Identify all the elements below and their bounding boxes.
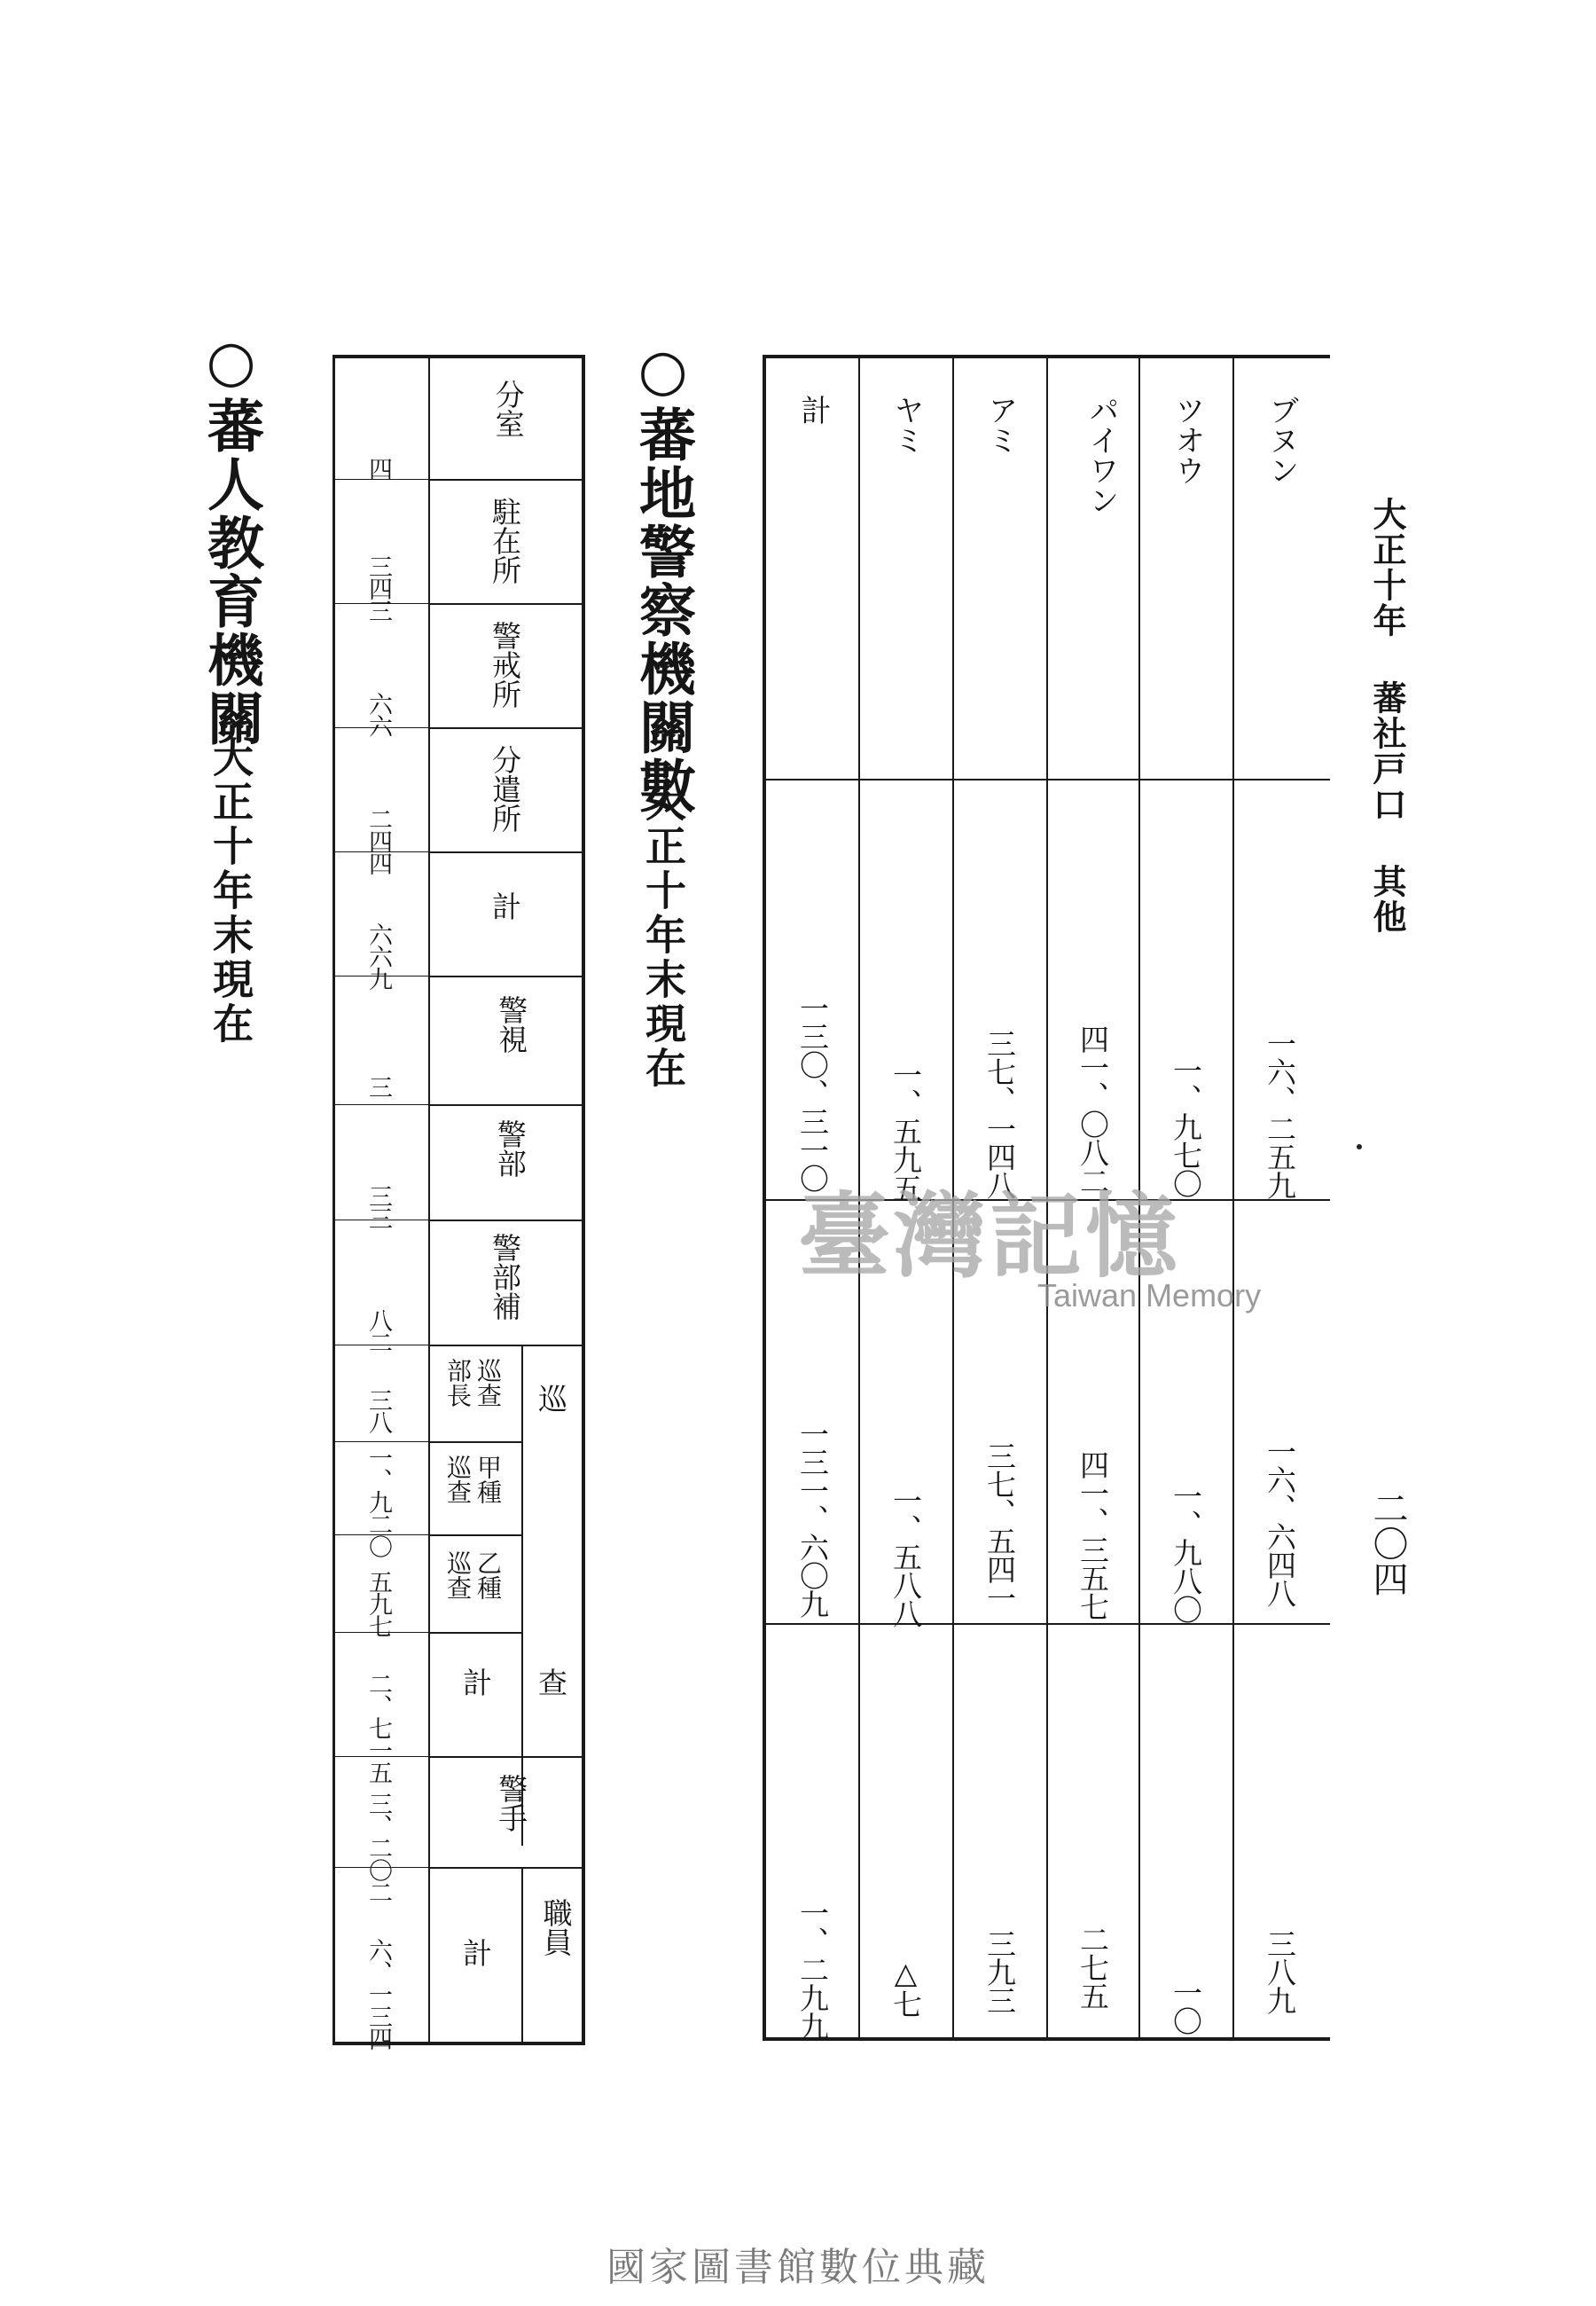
population-change: 二七五 (1076, 1925, 1110, 2010)
value-asst-superintendent: 八二 (364, 1308, 392, 1353)
police-table (332, 355, 585, 2049)
population-change: 三八九 (1263, 1929, 1297, 2014)
population-previous: 四一、三五七 (1076, 1450, 1110, 1620)
population-previous: 一六、六四八 (1263, 1437, 1297, 1607)
running-head: 大正十年 蕃社戸口 其他 (1367, 497, 1407, 935)
population-current: 一、九七〇 (1169, 1055, 1203, 1197)
page-number: 二〇四 (1367, 1490, 1408, 1596)
watermark-text: 臺灣記憶 (798, 1181, 1182, 1290)
population-previous: 一、九八〇 (1169, 1481, 1203, 1623)
police-section-title: ○蕃地警察機關數 (630, 337, 696, 815)
header-guard: 警手 (494, 1774, 529, 1832)
value-posts-total: 六六九 (364, 922, 392, 989)
population-current: 四一、〇八二 (1076, 1024, 1110, 1195)
population-change: 三九三 (982, 1929, 1017, 2014)
print-dot (1357, 1144, 1362, 1149)
value-guard: 三、二〇二 (364, 1792, 392, 1902)
header-asst-superintendent: 警部補 (488, 1233, 522, 1321)
header-police-post: 駐在所 (488, 497, 522, 584)
population-current: 三七、一四八 (982, 1029, 1017, 1199)
education-section-title: ○蕃人教育機關 (198, 328, 264, 748)
population-previous: 一三一、六〇九 (795, 1419, 830, 1618)
header-branch-office: 分室 (490, 380, 526, 438)
education-section-date: 大正十年末現在 (207, 736, 254, 1047)
tribe-name: ツオウ (1170, 395, 1205, 485)
value-staff-total: 六、一三四 (364, 1938, 392, 2049)
header-inspector: 警視 (494, 995, 529, 1054)
header-detached-post: 分遣所 (488, 745, 522, 833)
group-junsa-top: 巡 (534, 1384, 568, 1413)
header-class-a-constable: 甲種 巡查 (443, 1455, 503, 1504)
population-current: 一三〇、三一〇 (795, 993, 830, 1192)
police-section-date: 大正十年末現在 (639, 780, 687, 1091)
value-class-a-constable: 一、九二〇 (364, 1446, 392, 1557)
tribe-name: 計 (795, 395, 831, 425)
header-staff-total: 計 (458, 1938, 493, 1967)
value-class-b-constable: 五九七 (364, 1570, 392, 1636)
tribe-name: ブヌン (1264, 395, 1299, 485)
group-staff: 職員 (538, 1898, 574, 1957)
header-superintendent: 警部 (492, 1119, 528, 1178)
header-constable-total: 計 (458, 1667, 493, 1697)
value-constable-total: 二、七一五 (364, 1672, 392, 1783)
population-previous: 三七、五四一 (982, 1441, 1017, 1612)
value-inspector: 三 (364, 1075, 392, 1097)
population-change: 一、二九九 (795, 1898, 830, 2040)
tribe-name: ヤミ (888, 395, 924, 455)
population-current: 一六、二五九 (1263, 1029, 1297, 1199)
value-guard-post: 六六 (364, 692, 392, 736)
tribe-name: アミ (982, 395, 1018, 455)
population-change: △七 (888, 1956, 923, 2018)
value-police-post: 三四三 (364, 554, 392, 621)
value-superintendent: 三三 (364, 1184, 392, 1228)
footer-credit: 國家圖書館數位典藏 (606, 2245, 990, 2290)
watermark-subtext: Taiwan Memory (1037, 1277, 1262, 1314)
group-junsa-bottom: 查 (534, 1667, 568, 1697)
population-table (763, 355, 1330, 2040)
header-sergeant: 巡查 部長 (443, 1358, 503, 1408)
tribe-name: パイワン (1084, 395, 1119, 515)
header-posts-total: 計 (488, 891, 522, 921)
population-change: 一〇 (1169, 1978, 1203, 2035)
population-previous: 一、五八八 (888, 1486, 923, 1628)
value-sergeant: 三八 (364, 1388, 392, 1432)
value-detached-post: 二四四 (364, 807, 392, 874)
population-current: 一、五九五 (888, 1060, 923, 1202)
header-guard-post: 警戒所 (488, 621, 522, 709)
value-branch-office: 四 (364, 457, 392, 479)
header-class-b-constable: 乙種 巡查 (443, 1550, 503, 1600)
